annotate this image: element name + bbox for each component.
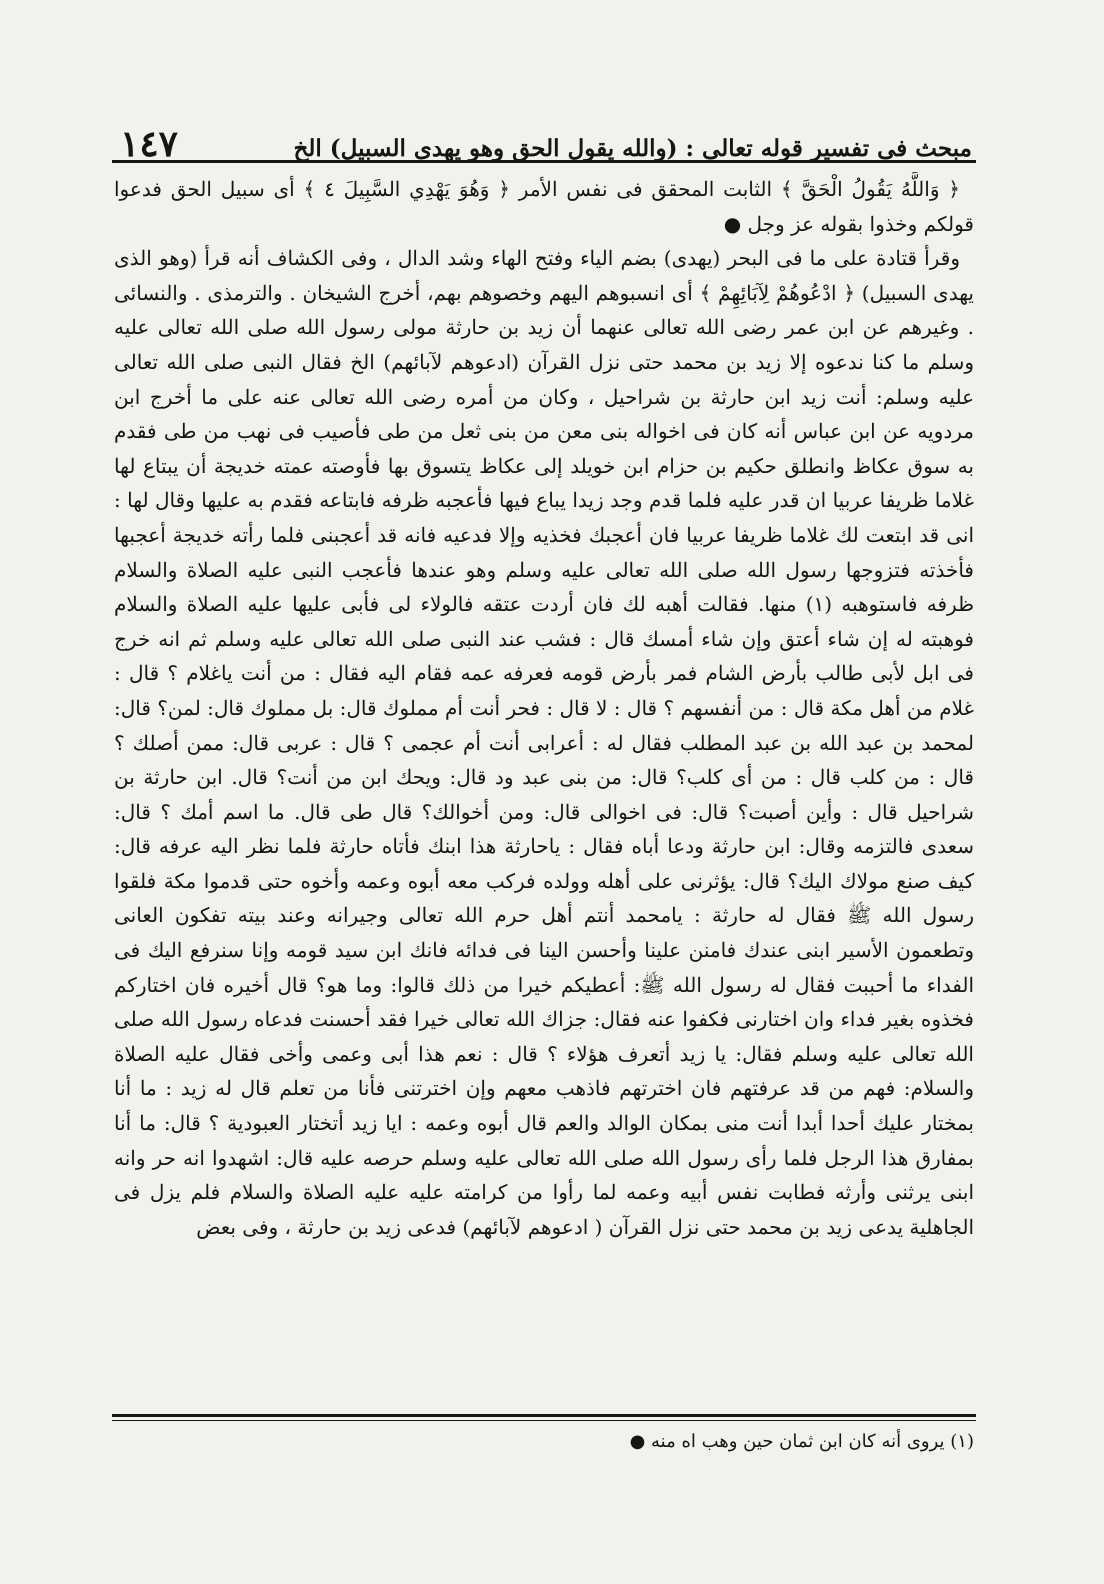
footnote: (١) يروى أنه كان ابن ثمان حين وهب اه منه ● [629, 1431, 974, 1452]
paragraph: وقرأ قتادة على ما فى البحر (يهدى) بضم الياء وفتح الهاء وشد الدال ، وفى الكشاف أنه قرأ (وهو الذى يهدى السبيل) ﴿ ادْعُوهُمْ لِآبَائِهِمْ ﴾ أى انسبوهم اليهم وخصوهم بهم، أخرج الشيخان . والترمذى . والنسائى . وغيرهم عن ابن عمر رضى الله تعالى عنهما أن زيد بن حارثة مولى رسول الله صلى الله تعالى عليه وسلم ما كنا ندعوه إلا زيد بن محمد حتى نزل القرآن (ادعوهم لآبائهم) الخ فقال النبى صلى الله تعالى عليه وسلم: أنت زيد ابن حارثة بن شراحيل ، وكان من أمره رضى الله تعالى عنه على ما أخرج ابن مردويه عن ابن عباس أنه كان فى اخواله بنى معن من بنى ثعل من طى فأصيب فى نهب من طى فقدم به سوق عكاظ وانطلق حكيم بن حزام ابن خويلد إلى عكاظ يتسوق بها فأوصته عمته خديجة أن يبتاع لها غلاما ظريفا عربيا ان قدر عليه فلما قدم وجد زيدا يباع فيها فأعجبه ظرفه فابتاعه فقدم به عليها وقال لها : انى قد ابتعت لك غلاما ظريفا عربيا فان أعجبك فخذيه وإلا فدعيه فانه قد أعجبنى فلما رأته خديجة أعجبها فأخذته فتزوجها رسول الله صلى الله تعالى عليه وسلم وهو عندها فأعجب النبى عليه الصلاة والسلام ظرفه فاستوهبه (١) منها. فقالت أهبه لك فان أردت عتقه فالولاء لى فأبى عليها عليه الصلاة والسلام فوهبته له إن شاء أعتق وإن شاء أمسك قال : فشب عند النبى صلى الله تعالى عليه وسلم ثم انه خرج فى ابل لأبى طالب بأرض الشام فمر بأرض قومه فعرفه عمه فقام اليه فقال : من أنت ياغلام ؟ قال : غلام من أهل مكة قال : من أنفسهم ؟ قال : لا قال : فحر أنت أم مملوك قال: بل مملوك قال: لمن؟ قال: لمحمد بن عبد الله بن عبد المطلب فقال له : أعرابى أنت أم عجمى ؟ قال : عربى قال: ممن أصلك ؟ قال : من كلب قال : من أى كلب؟ قال: من بنى عبد ود قال: ويحك ابن من أنت؟ قال. ابن حارثة بن شراحيل قال : وأين أصبت؟ قال: فى اخوالى قال: ومن أخوالك؟ قال طى قال. ما اسم أمك ؟ قال: سعدى فالتزمه وقال: ابن حارثة ودعا أباه فقال : ياحارثة هذا ابنك فأتاه حارثة فلما نظر اليه عرفه قال: كيف صنع مولاك اليك؟ قال: يؤثرنى على أهله وولده فركب معه أبوه وعمه وأخوه حتى قدموا مكة فلقوا رسول الله ﷺ فقال له حارثة : يامحمد أنتم أهل حرم الله تعالى وجيرانه وعند بيته تفكون العانى وتطعمون الأسير ابنى عندك فامنن علينا وأحسن الينا فى فدائه فانك ابن سيد قومه وإنا سنرفع اليك فى الفداء ما أحببت فقال له رسول الله ﷺ: أعطيكم خيرا من ذلك قالوا: وما هو؟ قال أخيره فان اختاركم فخذوه بغير فداء وان اختارنى فكفوا عنه فقال: جزاك الله تعالى خيرا فقد أحسنت فدعاه رسول الله صلى الله تعالى عليه وسلم فقال: يا زيد أتعرف هؤلاء ؟ قال : نعم هذا أبى وعمى وأخى فقال عليه الصلاة والسلام: فهم من قد عرفتهم فان اخترتهم فاذهب معهم وإن اخترتنى فأنا من تعلم قال له زيد : ما أنا بمختار عليك أحدا أبدا أنت منى بمكان الوالد والعم قال أبوه وعمه : ايا زيد أتختار العبودية ؟ قال: ما أنا بمفارق هذا الرجل فلما رأى رسول الله صلى الله تعالى عليه وسلم حرصه عليه قال: اشهدوا انه حر وانه ابنى يرثنى وأرثه فطابت نفس أبيه وعمه لما رأوا من كرامته عليه عليه الصلاة والسلام فلم يزل فى الجاهلية يدعى زيد بن محمد حتى نزل القرآن ( ادعوهم لآبائهم) فدعى زيد بن حارثة ، وفى بعض [114, 246, 974, 1239]
running-header [112, 112, 972, 165]
footnote-rule-thick [112, 1414, 976, 1417]
paragraph: ﴿ وَاللَّهُ يَقُولُ الْحَقَّ ﴾ الثابت المحقق فى نفس الأمر ﴿ وَهُوَ يَهْدِي السَّبِيلَ ٤ ﴾ أى سبيل الحق فدعوا قولكم وخذوا بقوله عز وجل ● [114, 177, 974, 236]
page-number: ١٤٧ [120, 123, 179, 165]
header-title: مبحث فى تفسير قوله تعالى : (والله يقول الحق وهو يهدى السبيل) الخ [293, 134, 972, 162]
main-text [114, 172, 974, 1402]
footnote-rule-thin [112, 1420, 976, 1421]
header-rule [112, 160, 976, 163]
